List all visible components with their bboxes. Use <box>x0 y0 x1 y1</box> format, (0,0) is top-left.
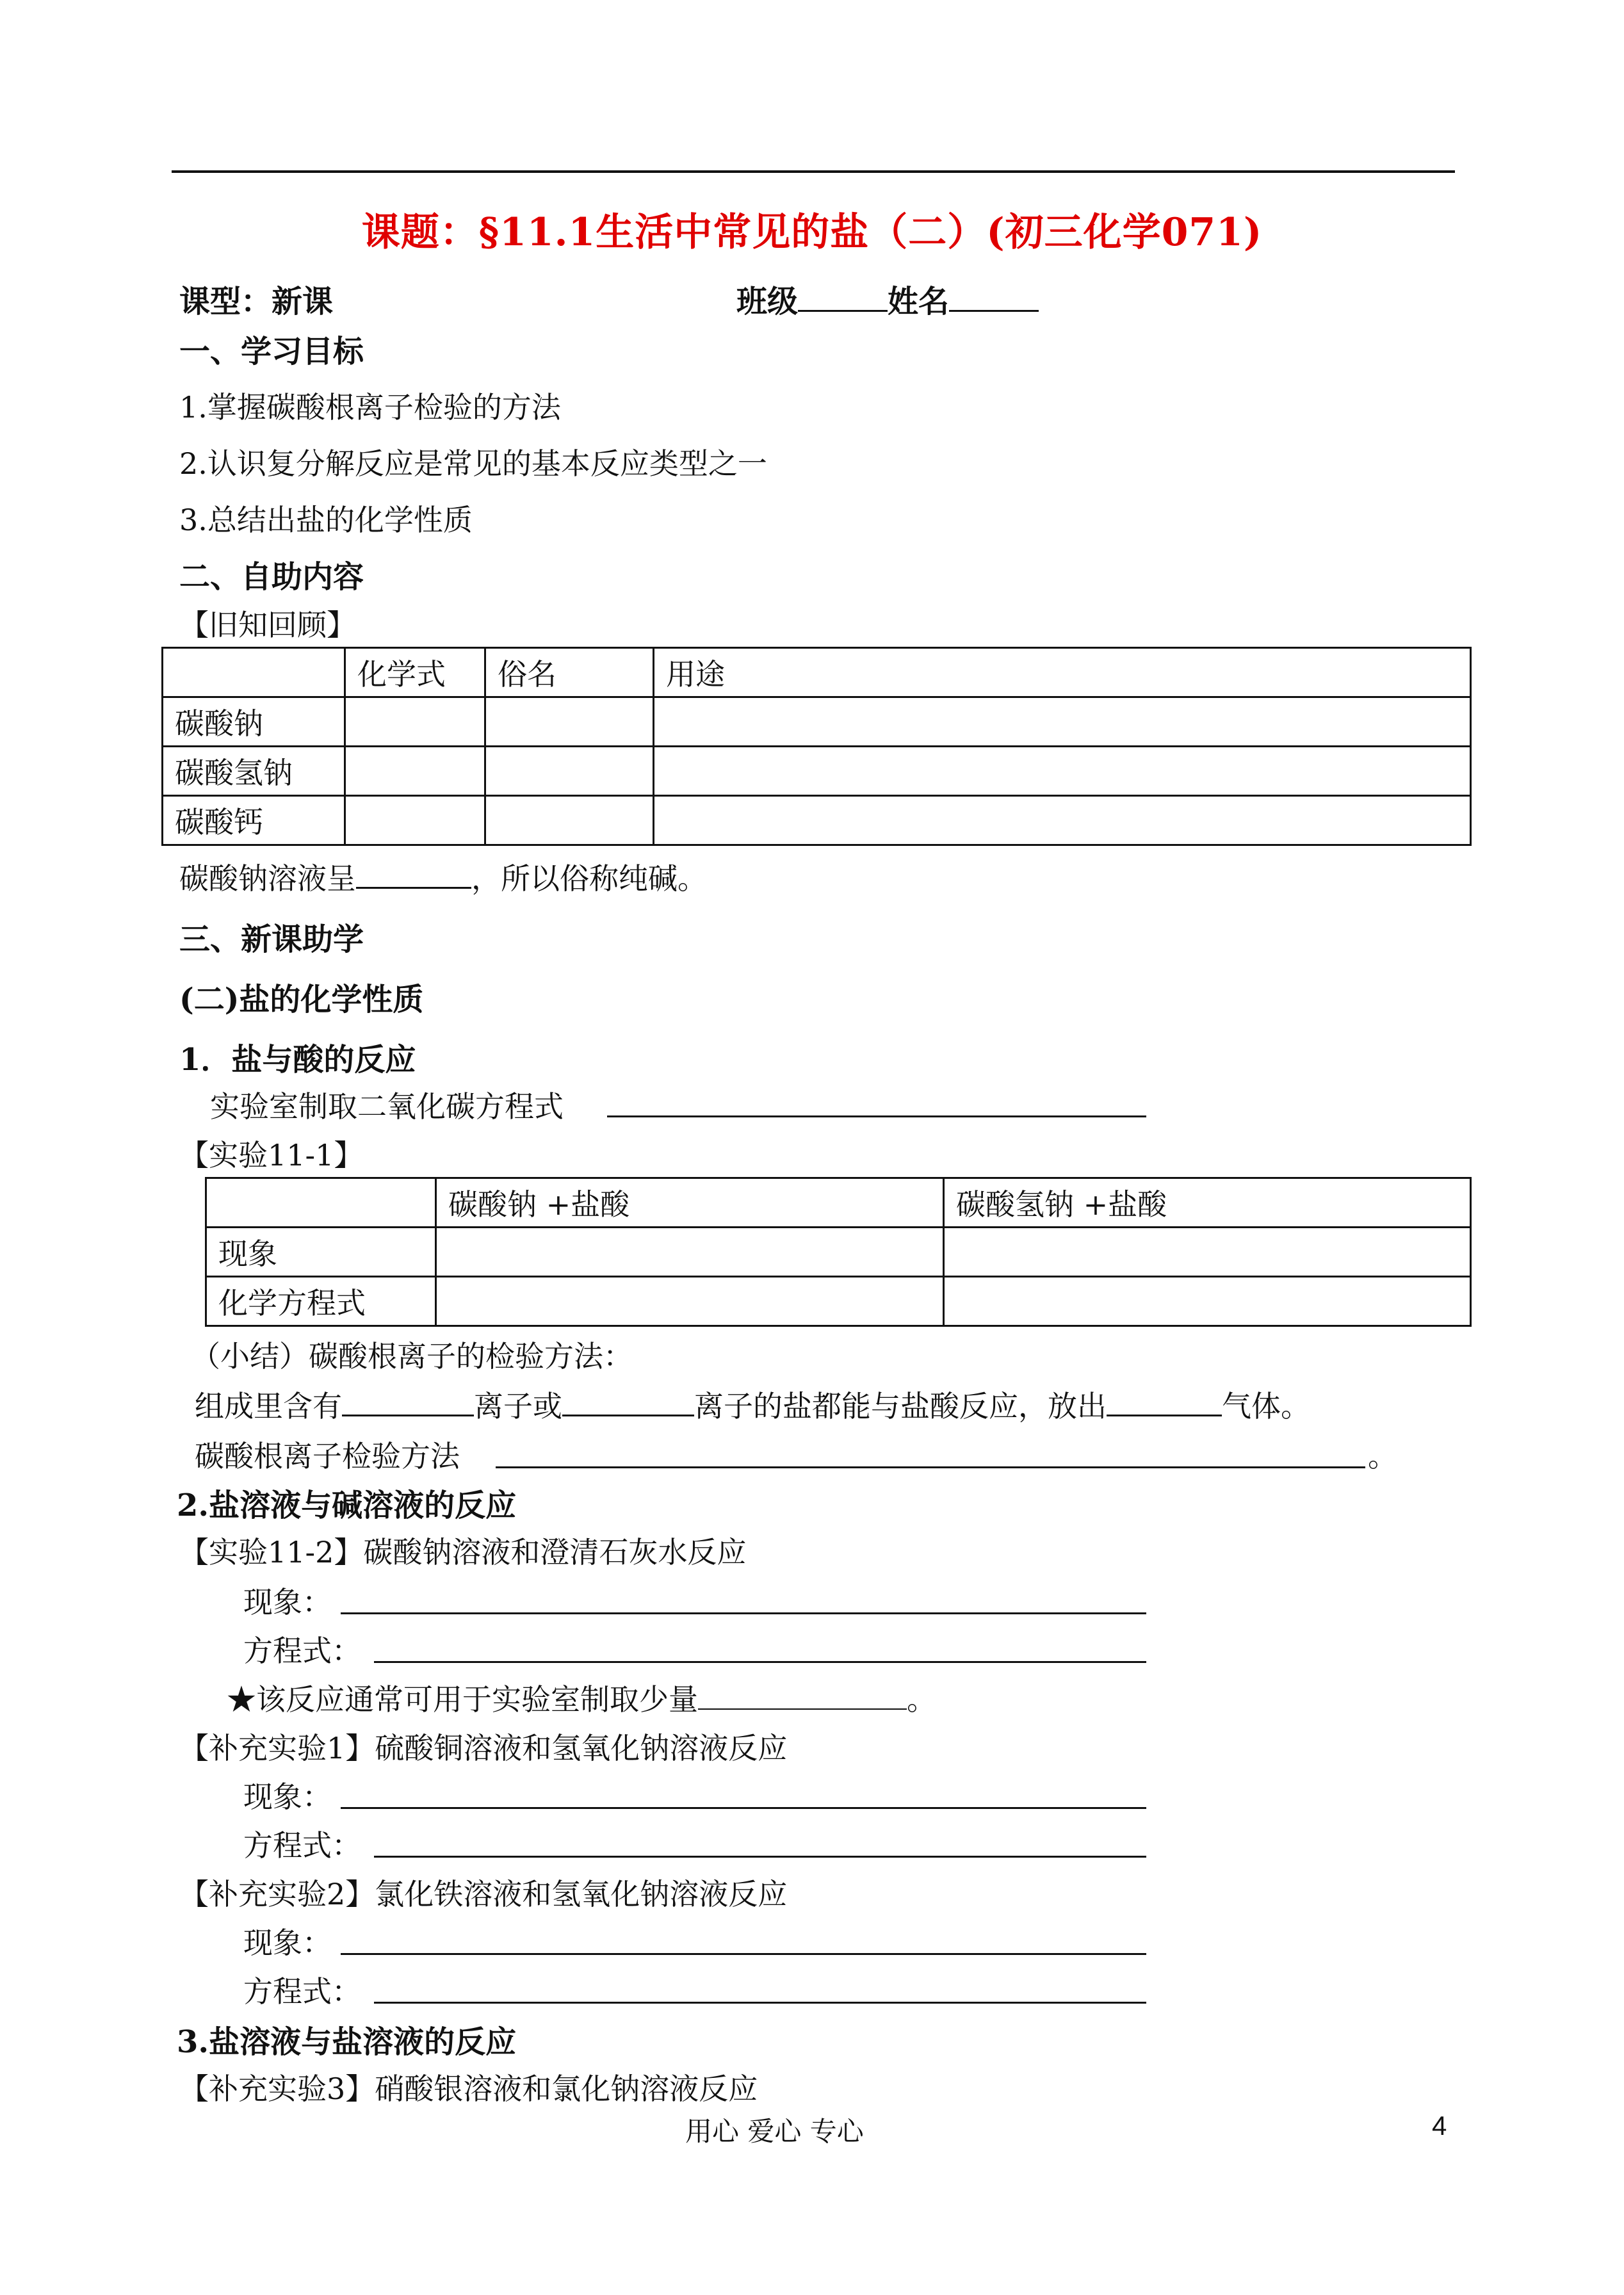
experiment-table <box>205 1177 1472 1327</box>
class-name-fields <box>736 277 1039 321</box>
phenomenon-label: 现象： <box>243 1926 332 1960</box>
section2-heading: 二、自助内容 <box>179 559 364 595</box>
experiment-label: 【实验11-2】碳酸钠溶液和澄清石灰水反应 <box>179 1535 747 1569</box>
fill-text: 离子或 <box>474 1389 562 1423</box>
fill-text: 组成里含有 <box>195 1389 342 1423</box>
review-subheading: 【旧知回顾】 <box>179 608 356 642</box>
lesson-type: 课型：新课 <box>179 284 334 320</box>
table-cell[interactable] <box>485 796 654 845</box>
summary-label: （小结）碳酸根离子的检验方法： <box>191 1339 633 1374</box>
table-row <box>163 697 1471 747</box>
method-label: 碳酸根离子检验方法 <box>195 1439 460 1473</box>
table-header: 碳酸钠 +盐酸 <box>436 1178 944 1228</box>
name-label: 姓名 <box>888 284 950 320</box>
co2-prompt: 实验室制取二氧化碳方程式 <box>210 1089 564 1124</box>
table-row <box>163 747 1471 796</box>
table-cell <box>163 648 345 697</box>
fill-blank[interactable] <box>342 1386 474 1416</box>
experiment-label: 【补充实验3】硝酸银溶液和氯化钠溶液反应 <box>179 2072 758 2106</box>
star-end: 。 <box>907 1682 936 1717</box>
method-end: 。 <box>1368 1439 1397 1473</box>
table-row-label: 化学方程式 <box>206 1277 436 1326</box>
fill-text: 离子的盐都能与盐酸反应，放出 <box>694 1389 1107 1423</box>
section3-heading: 三、新课助学 <box>179 921 364 957</box>
equation-label: 方程式： <box>243 1974 361 2009</box>
part1-heading: 1．盐与酸的反应 <box>179 1042 416 1078</box>
objective-item: 2.认识复分解反应是常见的基本反应类型之一 <box>179 446 767 481</box>
table-cell[interactable] <box>436 1228 944 1277</box>
fill-blank[interactable] <box>1107 1386 1222 1416</box>
soda-fill-sentence <box>179 856 707 898</box>
answer-line[interactable] <box>607 1115 1146 1117</box>
table-row-label: 碳酸钙 <box>163 796 345 845</box>
table-cell[interactable] <box>345 697 485 747</box>
footer-motto: 用心 爱心 专心 <box>685 2116 864 2147</box>
table-header: 化学式 <box>345 648 485 697</box>
page-number: 4 <box>1432 2111 1447 2141</box>
fill-prefix: 碳酸钠溶液呈 <box>179 861 356 896</box>
table-row-label: 现象 <box>206 1228 436 1277</box>
section3-subheading: (二)盐的化学性质 <box>179 982 424 1018</box>
fill-blank[interactable] <box>562 1386 694 1416</box>
class-blank[interactable] <box>798 282 888 312</box>
table-cell[interactable] <box>654 796 1471 845</box>
section1-heading: 一、学习目标 <box>179 334 364 369</box>
answer-line[interactable] <box>341 1612 1146 1614</box>
table-cell[interactable] <box>654 747 1471 796</box>
answer-line[interactable] <box>496 1466 1365 1468</box>
table-cell[interactable] <box>944 1228 1471 1277</box>
equation-label: 方程式： <box>243 1828 361 1863</box>
fill-blank[interactable] <box>698 1680 907 1710</box>
answer-line[interactable] <box>374 1856 1146 1858</box>
table-row <box>206 1228 1471 1277</box>
header-rule <box>172 170 1455 173</box>
phenomenon-label: 现象： <box>243 1780 332 1814</box>
objective-item: 3.总结出盐的化学性质 <box>179 503 473 537</box>
table-header: 用途 <box>654 648 1471 697</box>
class-label: 班级 <box>736 284 799 320</box>
table-row-label: 碳酸氢钠 <box>163 747 345 796</box>
answer-line[interactable] <box>341 1953 1146 1955</box>
objective-item: 1.掌握碳酸根离子检验的方法 <box>179 390 561 425</box>
table-cell[interactable] <box>436 1277 944 1326</box>
answer-line[interactable] <box>341 1807 1146 1809</box>
table-row <box>206 1277 1471 1326</box>
experiment-label: 【实验11-1】 <box>179 1138 364 1172</box>
star-note <box>227 1676 936 1719</box>
answer-line[interactable] <box>374 2002 1146 2004</box>
table-cell[interactable] <box>345 747 485 796</box>
table-cell[interactable] <box>944 1277 1471 1326</box>
table-row-label: 碳酸钠 <box>163 697 345 747</box>
table-cell[interactable] <box>345 796 485 845</box>
table-cell[interactable] <box>485 697 654 747</box>
table-cell <box>206 1178 436 1228</box>
page-title: 课题：§11.1生活中常见的盐（二）(初三化学071) <box>361 210 1263 255</box>
fill-suffix: ，所以俗称纯碱。 <box>471 861 707 896</box>
table-row <box>163 796 1471 845</box>
equation-label: 方程式： <box>243 1634 361 1668</box>
answer-line[interactable] <box>374 1661 1146 1663</box>
fill-text: 气体。 <box>1222 1389 1310 1423</box>
table-row <box>163 648 1471 697</box>
star-text: ★该反应通常可用于实验室制取少量 <box>227 1682 698 1717</box>
experiment-label: 【补充实验1】硫酸铜溶液和氢氧化钠溶液反应 <box>179 1731 788 1765</box>
name-blank[interactable] <box>949 282 1039 312</box>
table-cell[interactable] <box>654 697 1471 747</box>
table-row <box>206 1178 1471 1228</box>
table-header: 俗名 <box>485 648 654 697</box>
table-cell[interactable] <box>485 747 654 796</box>
part3-heading: 3.盐溶液与盐溶液的反应 <box>177 2024 517 2060</box>
ion-fill-sentence <box>195 1383 1310 1425</box>
review-table <box>161 647 1472 846</box>
phenomenon-label: 现象： <box>243 1585 332 1619</box>
table-header: 碳酸氢钠 +盐酸 <box>944 1178 1471 1228</box>
fill-blank[interactable] <box>356 859 471 889</box>
experiment-label: 【补充实验2】氯化铁溶液和氢氧化钠溶液反应 <box>179 1877 788 1911</box>
part2-heading: 2.盐溶液与碱溶液的反应 <box>177 1488 517 1523</box>
